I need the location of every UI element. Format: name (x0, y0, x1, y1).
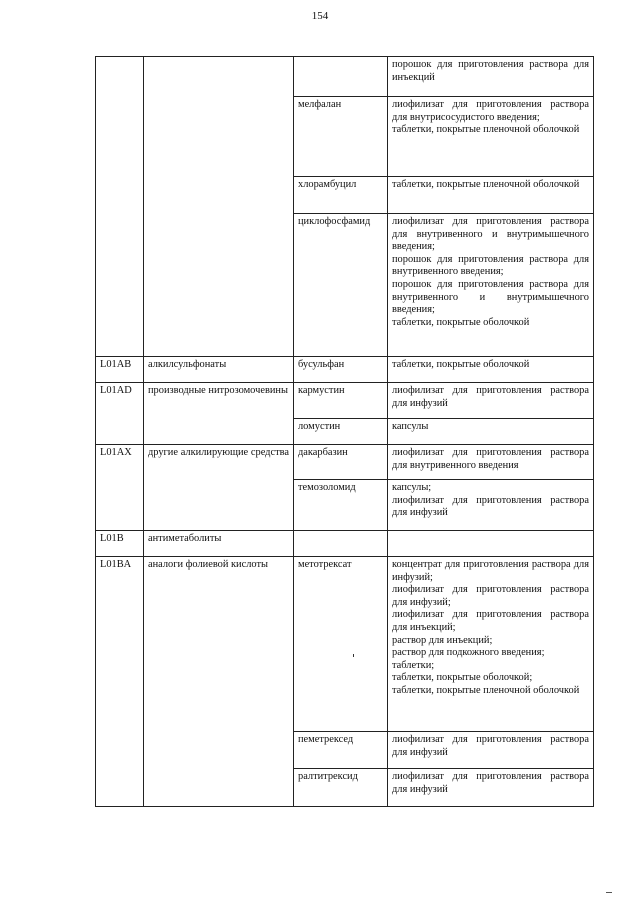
dosage-form-item: таблетки, покрытые оболочкой; (392, 672, 533, 684)
dosage-form-cell (388, 531, 594, 557)
dosage-form-item: порошок для приготовления раствора для инъекций (392, 59, 589, 83)
dosage-form-item: порошок для приготовления раствора для внутривенного и внутримышечного введения; (392, 278, 589, 316)
scan-artifact (606, 892, 612, 893)
dosage-form-item: лиофилизат для приготовления раствора для внутривенного и внутримышечного введения; (392, 216, 589, 253)
drug-name-cell: ралтитрексид (294, 769, 388, 807)
dosage-form-cell (388, 357, 594, 383)
drug-name-cell (294, 531, 388, 557)
dosage-form-cell (388, 480, 594, 531)
table-row (96, 357, 594, 383)
drug-name-cell (294, 57, 388, 97)
table-row (96, 383, 594, 419)
dosage-form-cell (388, 557, 594, 732)
drug-name-cell: ломустин (294, 419, 388, 445)
dosage-form-item: лиофилизат для приготовления раствора для инфузий (392, 771, 589, 795)
atc-code-cell: L01AD (96, 383, 144, 445)
group-cell: антиметаболиты (144, 531, 294, 557)
table-row (96, 557, 594, 732)
drug-name-cell: циклофосфамид (294, 214, 388, 357)
drug-table (95, 56, 594, 807)
dosage-form-item: лиофилизат для приготовления раствора для внутривенного введения (392, 447, 589, 471)
group-cell (144, 57, 294, 357)
dosage-form-cell (388, 177, 594, 214)
dosage-form-cell (388, 214, 594, 357)
group-label: другие алкилирующие средства (148, 447, 289, 458)
dosage-form-item: таблетки, покрытые пленочной оболочкой (392, 684, 580, 696)
atc-code-cell: L01BA (96, 557, 144, 807)
dosage-form-cell (388, 383, 594, 419)
drug-name-cell: хлорамбуцил (294, 177, 388, 214)
dosage-form-item: лиофилизат для приготовления раствора для внутрисосудистого введения; (392, 99, 589, 123)
table-row (96, 445, 594, 480)
dosage-form-item: лиофилизат для приготовления раствора для инфузий; (392, 584, 589, 608)
drug-name-cell: бусульфан (294, 357, 388, 383)
table-row (96, 57, 594, 97)
group-cell: производные нитрозомочевины (144, 383, 294, 445)
page-number: 154 (311, 10, 329, 22)
group-cell: алкилсульфонаты (144, 357, 294, 383)
atc-code-cell (96, 57, 144, 357)
drug-name-cell: пеметрексед (294, 732, 388, 769)
dosage-form-cell (388, 445, 594, 480)
dosage-form-item: лиофилизат для приготовления раствора для инфузий (392, 385, 589, 409)
dosage-form-item: раствор для инъекций; (392, 634, 493, 646)
dosage-form-item: лиофилизат для приготовления раствора для инфузий (392, 494, 589, 519)
table-row (96, 531, 594, 557)
atc-code-cell: L01B (96, 531, 144, 557)
dosage-form-cell (388, 57, 594, 97)
scan-artifact (353, 654, 354, 657)
dosage-form-item: лиофилизат для приготовления раствора для инфузий (392, 734, 589, 758)
dosage-form-item: таблетки, покрытые оболочкой (392, 359, 530, 370)
drug-name-cell: метотрексат (294, 557, 388, 732)
dosage-form-item: таблетки, покрытые пленочной оболочкой (392, 124, 580, 136)
atc-code-cell: L01AB (96, 357, 144, 383)
group-cell: аналоги фолиевой кислоты (144, 557, 294, 807)
drug-name-cell: кармустин (294, 383, 388, 419)
dosage-form-item: концентрат для приготовления раствора для инфузий; (392, 559, 589, 583)
dosage-form-item: лиофилизат для приготовления раствора для инъекций; (392, 609, 589, 633)
dosage-form-item: таблетки, покрытые пленочной оболочкой (392, 179, 580, 190)
drug-name-cell: дакарбазин (294, 445, 388, 480)
dosage-form-item: раствор для подкожного введения; (392, 647, 545, 659)
dosage-form-item: капсулы (392, 421, 429, 432)
dosage-form-cell (388, 769, 594, 807)
drug-name-cell: мелфалан (294, 97, 388, 177)
dosage-form-cell (388, 97, 594, 177)
dosage-form-cell (388, 419, 594, 445)
dosage-form-item: капсулы; (392, 482, 432, 493)
group-cell (144, 445, 294, 531)
drug-name-cell: темозоломид (294, 480, 388, 531)
dosage-form-item: порошок для приготовления раствора для внутривенного введения; (392, 253, 589, 278)
atc-code-cell: L01AX (96, 445, 144, 531)
dosage-form-cell (388, 732, 594, 769)
dosage-form-item: таблетки, покрытые оболочкой (392, 316, 530, 328)
dosage-form-item: таблетки; (392, 659, 435, 671)
